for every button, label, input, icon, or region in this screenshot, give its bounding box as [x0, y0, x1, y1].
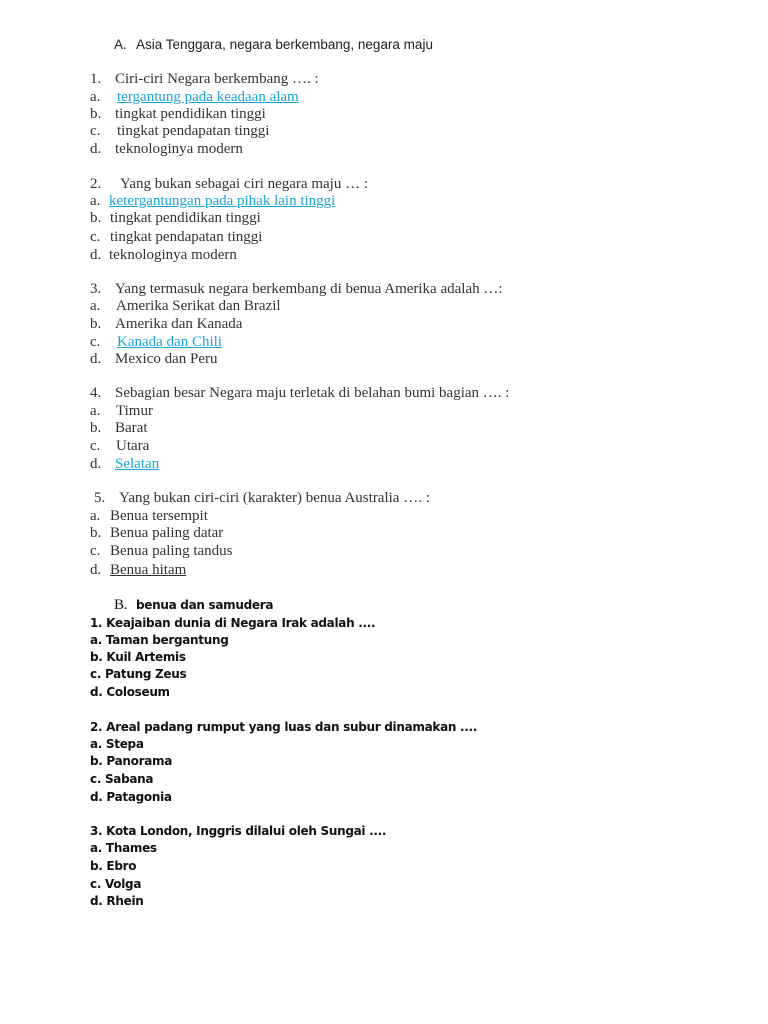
a-q4-option-d: d. Selatan [90, 456, 160, 472]
a-q3-option-c: c. Kanada dan Chili [90, 334, 222, 350]
section-b-title-text: benua dan samudera [136, 598, 274, 612]
section-b-title [114, 597, 273, 614]
a-q5-question: 5. Yang bukan ciri-ciri (karakter) benua Australia …. : [94, 490, 430, 506]
a-q1-question: 1. Ciri-ciri Negara berkembang …. : [90, 71, 319, 87]
answer-highlight: Selatan [115, 456, 160, 472]
b-q2-option-d: d. Patagonia [90, 790, 172, 804]
a-q2-option-d: d. teknologinya modern [90, 247, 237, 263]
b-q3-option-a: a. Thames [90, 841, 157, 855]
b-q1-option-a: a. Taman bergantung [90, 633, 229, 647]
a-q3-option-b: b. Amerika dan Kanada [90, 316, 243, 332]
b-q2-option-a: a. Stepa [90, 737, 144, 751]
section-a-title [114, 37, 433, 52]
a-q5-option-a: a. Benua tersempit [90, 508, 208, 524]
b-q1-question: 1. Keajaiban dunia di Negara Irak adalah .... [90, 616, 376, 630]
answer-highlight: ketergantungan pada pihak lain tinggi [109, 193, 336, 209]
a-q5-option-b: b. Benua paling datar [90, 525, 224, 541]
b-q1-option-c: c. Patung Zeus [90, 667, 187, 681]
a-q2-question: 2. Yang bukan sebagai ciri negara maju … : [90, 176, 368, 192]
b-q1-option-d: d. Coloseum [90, 685, 170, 699]
a-q3-option-d: d. Mexico dan Peru [90, 351, 218, 367]
b-q2-option-c: c. Sabana [90, 772, 154, 786]
a-q1-option-c: c. tingkat pendapatan tinggi [90, 123, 270, 139]
section-a-title-text: Asia Tenggara, negara berkembang, negara maju [136, 37, 433, 52]
b-q2-question: 2. Areal padang rumput yang luas dan subur dinamakan .... [90, 720, 478, 734]
section-a-marker: A. [114, 37, 127, 52]
b-q2-option-b: b. Panorama [90, 754, 173, 768]
b-q3-option-b: b. Ebro [90, 859, 137, 873]
b-q3-option-d: d. Rhein [90, 894, 144, 908]
a-q3-question: 3. Yang termasuk negara berkembang di benua Amerika adalah …: [90, 281, 503, 297]
a-q4-option-a: a. Timur [90, 403, 153, 419]
a-q5-option-c: c. Benua paling tandus [90, 543, 233, 559]
a-q4-option-c: c. Utara [90, 438, 150, 454]
a-q1-option-a: a. tergantung pada keadaan alam [90, 89, 299, 105]
a-q1-option-d: d. teknologinya modern [90, 141, 243, 157]
a-q2-option-c: c. tingkat pendapatan tinggi [90, 229, 263, 245]
section-b-marker: B. [114, 597, 128, 613]
b-q3-question: 3. Kota London, Inggris dilalui oleh Sungai .... [90, 824, 387, 838]
b-q3-option-c: c. Volga [90, 877, 142, 891]
b-q1-option-b: b. Kuil Artemis [90, 650, 186, 664]
a-q3-option-a: a. Amerika Serikat dan Brazil [90, 298, 281, 314]
answer-highlight: Kanada dan Chili [117, 334, 222, 350]
a-q1-option-b: b. tingkat pendidikan tinggi [90, 106, 266, 122]
answer-highlight: tergantung pada keadaan alam [117, 89, 299, 105]
a-q4-option-b: b. Barat [90, 420, 148, 436]
a-q2-option-a: a. ketergantungan pada pihak lain tinggi [90, 193, 336, 209]
a-q5-option-d: d. Benua hitam [90, 562, 187, 578]
a-q4-question: 4. Sebagian besar Negara maju terletak di belahan bumi bagian …. : [90, 385, 510, 401]
a-q2-option-b: b. tingkat pendidikan tinggi [90, 210, 261, 226]
